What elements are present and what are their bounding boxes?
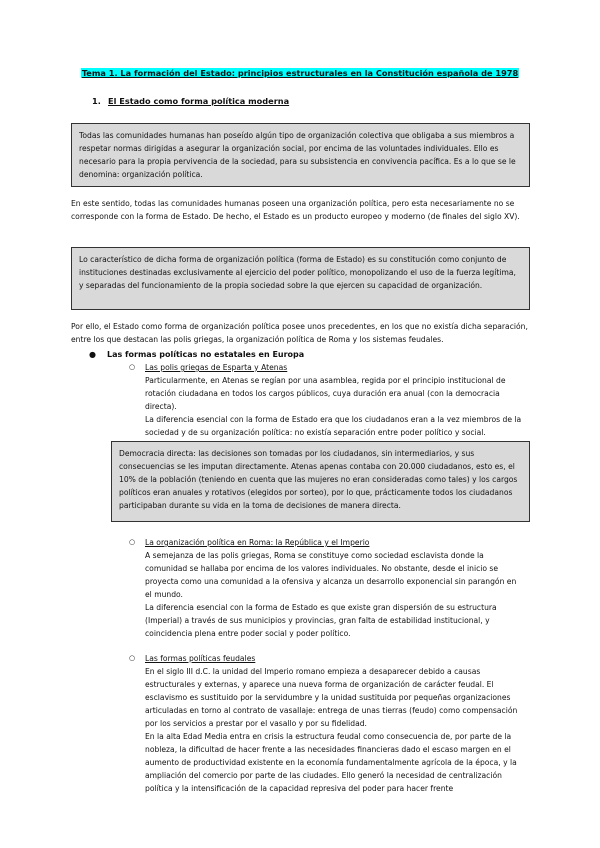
- sub-paragraph: A semejanza de las polis griegas, Roma se constituye como sociedad esclavista donde la comunidad se hallaba por encima de los valores individuales. No obstante, desde el inicio se proyecta como una comunidad a la ofensiva y alcanza un desarrollo exponencial sin parangón en el mundo.: [145, 551, 517, 599]
- sub-bullet-marker: ○: [129, 363, 136, 371]
- sub-paragraph: En la alta Edad Media entra en crisis la estructura feudal como consecuencia de, por parte de la nobleza, la dificultad de hacer frente a las necesidades financieras dado el escaso margen en el aumento de productividad existente en la economía fundamentalmente agrícola de la época, y la ampliación del comercio por parte de las ciudades. Ello generó la necesidad de centralización política y la intensificación de la capacidad represiva del poder para hacer frente: [145, 732, 517, 793]
- sub-body-roma: [145, 549, 523, 640]
- sub-paragraph: Particularmente, en Atenas se regían por una asamblea, regida por el principio institucional de rotación ciudadana en todos los cargos públicos, cuya duración era anual (con la democracia directa).: [145, 376, 506, 411]
- paragraph-estado-europeo: En este sentido, todas las comunidades humanas poseen una organización política, pero esta necesariamente no se corresponde con la forma de Estado. De hecho, el Estado es un producto europeo y moderno (de finales del siglo XV).: [71, 199, 520, 221]
- document-title-text: Tema 1. La formación del Estado: principios estructurales en la Constitución española de 1978: [81, 68, 519, 78]
- sub-heading-polis: Las polis griegas de Esparta y Atenas: [145, 363, 288, 372]
- section-number: 1.: [92, 96, 101, 106]
- bullet-heading: Las formas políticas no estatales en Europa: [107, 350, 305, 359]
- box-text: Lo característico de dicha forma de organización política (forma de Estado) es su constitución como conjunto de instituciones destinadas exclusivamente al ejercicio del poder político, monopolizando el uso de la fuerza legítima, y separadas del funcionamiento de la propia sociedad sobre la que ejercen su capacidad de organización.: [79, 255, 516, 290]
- section-heading: [92, 95, 289, 108]
- sub-body-feudales: [145, 665, 531, 795]
- highlight-box-organizacion-politica: [71, 123, 530, 187]
- document-title: [0, 67, 600, 79]
- paragraph-precedentes: Por ello, el Estado como forma de organización política posee unos precedentes, en los que no existía dicha separación, entre los que destacan las polis griegas, la organización política de Roma y los sistemas feudales.: [71, 322, 528, 344]
- sub-heading-roma: La organización política en Roma: la República y el Imperio: [145, 538, 370, 547]
- bullet-marker: ●: [89, 350, 96, 359]
- section-title: El Estado como forma política moderna: [108, 96, 290, 106]
- highlight-box-forma-estado: [71, 247, 530, 310]
- box-text: Democracia directa: las decisiones son tomadas por los ciudadanos, sin intermediarios, y sus consecuencias se les imputan directamente. Atenas apenas contaba con 20.000 ciudadanos, esto es, el 10% de la población (teniendo en cuenta que las mujeres no eran consideradas como tales) y los cargos políticos eran anuales y rotativos (elegidos por sorteo), por lo que, prácticamente todos los ciudadanos participaban durante su vida en la toma de decisiones de manera directa.: [119, 449, 518, 510]
- sub-bullet-marker: ○: [129, 654, 136, 662]
- highlight-box-democracia-directa: [111, 441, 530, 522]
- sub-heading-feudales: Las formas políticas feudales: [145, 654, 256, 663]
- box-text: Todas las comunidades humanas han poseído algún tipo de organización colectiva que obligaba a sus miembros a respetar normas dirigidas a asegurar la organización social, por encima de las voluntades individuales. Ello es necesario para la propia pervivencia de la sociedad, para su subsistencia en convivencia pacífica. Es a lo que se le denomina: organización política.: [79, 131, 516, 179]
- sub-body-polis: [145, 374, 531, 439]
- sub-bullet-marker: ○: [129, 538, 136, 546]
- sub-paragraph: La diferencia esencial con la forma de Estado es que existe gran dispersión de su estructura (Imperial) a través de sus municipios y provincias, gran falta de estabilidad institucional, y coincidencia plena entre poder social y poder político.: [145, 603, 497, 638]
- sub-paragraph: La diferencia esencial con la forma de Estado era que los ciudadanos eran a la vez miembros de la sociedad y de su organización política: no existía separación entre poder político y social.: [145, 415, 522, 437]
- sub-paragraph: En el siglo III d.C. la unidad del Imperio romano empieza a desaparecer debido a causas estructurales y externas, y aparece una nueva forma de organización de carácter feudal. El esclavismo es sustituido por la servidumbre y la unidad sustituida por pequeñas organizaciones articuladas en torno al contrato de vasallaje: entrega de unas tierras (feudo) como compensación por los servicios a prestar por el vasallo y por su fidelidad.: [145, 667, 518, 728]
